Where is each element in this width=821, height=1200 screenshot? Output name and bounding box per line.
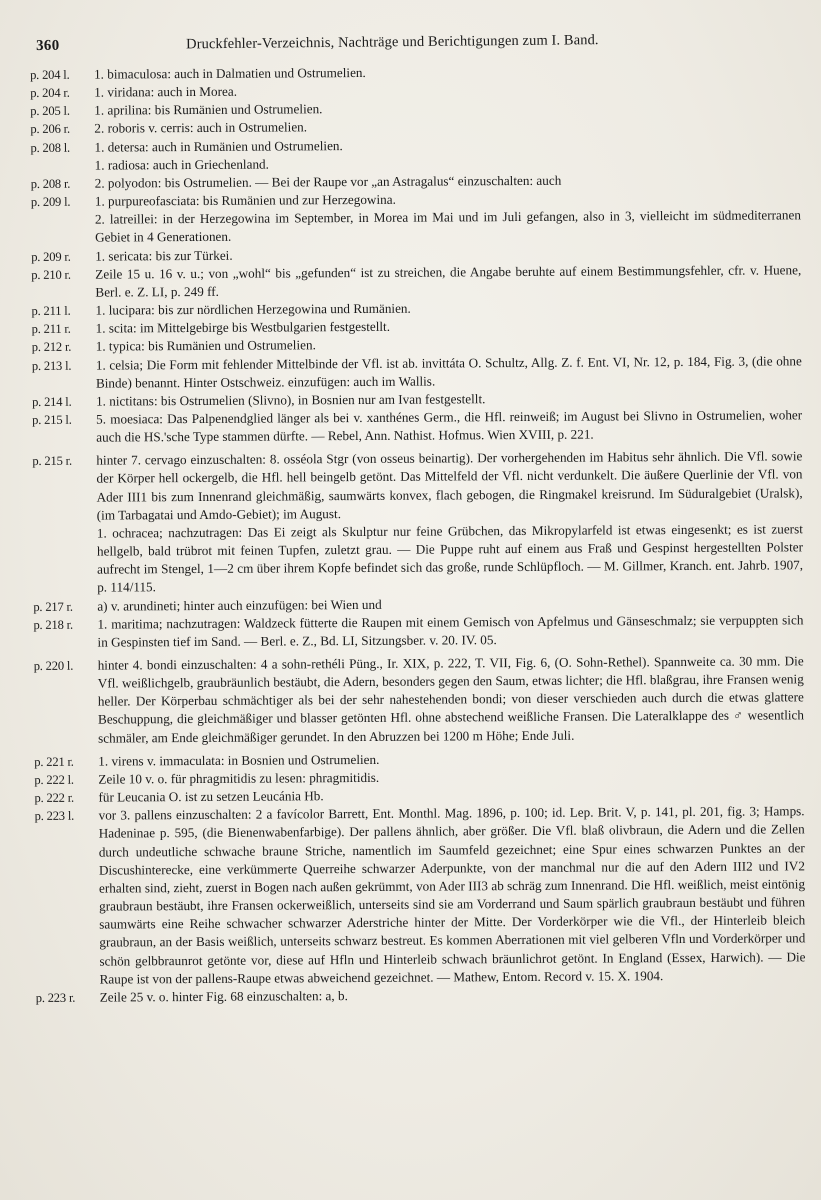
errata-entry [32, 406, 802, 447]
errata-entry [35, 803, 806, 989]
page-reference: p. 215 r. [32, 454, 72, 469]
entry-text: 1. purpureofasciata: bis Rumänien und zur Herzegowina. [94, 191, 396, 209]
page-reference: p. 208 l. [30, 140, 71, 155]
errata-entry [32, 352, 802, 393]
page-reference: p. 211 r. [31, 321, 71, 337]
entry-text: 1. bimaculosa: auch in Dalmatien und Ostrumelien. [94, 64, 366, 82]
page-number: 360 [36, 37, 60, 54]
page-reference: p. 217 r. [33, 599, 73, 614]
page-reference: p. 206 r. [30, 122, 70, 137]
entry-text: 2. roboris v. cerris: auch in Ostrumelien. [94, 119, 308, 137]
entry-text: 1. maritima; nachzutragen: Waldzeck fütterte die Raupen mit einem Gemisch von Apfelmus und Gänseschmalz; sie verpuppten sich in Gespinsten tief im Sand. — Berl. e. Z., Bd. LI, Sitzungsber. v. 20. IV. 05. [97, 611, 804, 650]
entry-text: hinter 4. bondi einzuschalten: 4 a sohn-rethéli Püng., Ir. XIX, p. 222, T. VII, Fig. 6, (O. Sohn-Rethel). Spannweite ca. 30 mm. Die Vfl. weißlichgelb, graubräunlich bestäubt, die Adern, besonders gegen den Saum, etwas lichter; die Hfl. blaßgrau, ihre Fransen wenig heller. Der Körperbau schmächtiger als bei der sehr nahestehenden bondi; von dieser verschieden auch durch die etwas glattere Beschuppung, die gleichmäßiger und blasser getönten Hfl. ohne abstechend weißliche Fransen. Die Lateralklappe des ♂ wesentlich schmäler, am Ende gleichmäßiger gerundet. In den Abruzzen bei 1200 m Höhe; Ende Juli. [97, 653, 805, 746]
entry-text: 1. typica: bis Rumänien und Ostrumelien. [95, 337, 316, 354]
page-reference: p. 220 l. [33, 658, 74, 673]
page-reference: p. 209 l. [30, 194, 71, 210]
entry-text: Zeile 15 u. 16 v. u.; von „wohl“ bis „gefunden“ ist zu streichen, die Angabe beruhte auf einem Bestimmungsfehler, cfr. v. Huene, Berl. e. Z. LI, p. 249 ff. [95, 262, 802, 300]
page-reference: p. 204 r. [30, 85, 70, 101]
entry-text: 2. polyodon: bis Ostrumelien. — Bei der Raupe vor „an Astragalus“ einzuschalten: auch [94, 172, 562, 191]
errata-entry [30, 134, 800, 175]
errata-entry [31, 261, 801, 302]
page-reference: p. 208 r. [30, 176, 71, 191]
page-reference: p. 221 r. [34, 754, 74, 769]
entry-subtext: 2. latreillei: in der Herzegowina im September, in Morea im Mai und im Juli gefangen, also in 3, vielleicht im südmediterranen Gebiet in 4 Generationen. [94, 207, 801, 246]
entry-text: 1. scita: im Mittelgebirge bis Westbulgarien festgestellt. [95, 318, 391, 336]
page-reference: p. 214 l. [32, 394, 72, 409]
page-reference: p. 210 r. [31, 267, 71, 282]
page-header [36, 30, 776, 62]
entry-subtext: 1. radiosa: auch in Griechenland. [94, 156, 269, 173]
page-reference: p. 223 l. [34, 808, 75, 824]
page-reference: p. 218 r. [33, 617, 73, 632]
entry-text: hinter 7. cervago einzuschalten: 8. osséola Stgr (von osseus beinartig). Der vorhergehenden im Habitus sehr ähnlich. Die Vfl. sowie der Körper hell ockergelb, die Hfl. hell beingelb getönt. Das Mittelfeld der Vfl. nicht verdunkelt. Die äußere Querlinie der Vfl. von Ader III1 bis zum Innenrand gleichmäßig, saumwärts konvex, flach gebogen, die Ringmakel kreisrund. Im Süduralgebiet (Uralsk), (im Tarbagatai und Amdo-Gebiet); im August. [96, 448, 803, 523]
entry-text: Zeile 10 v. o. für phragmitidis zu lesen: phragmitidis. [98, 769, 380, 787]
page-reference: p. 211 l. [31, 303, 71, 319]
entry-text: Zeile 25 v. o. hinter Fig. 68 einzuschalten: a, b. [99, 987, 348, 1005]
page-reference: p. 204 l. [30, 67, 70, 82]
page-reference: p. 205 l. [30, 104, 70, 119]
errata-entry [31, 188, 801, 247]
entry-text: 1. virens v. immaculata: in Bosnien und Ostrumelien. [98, 751, 380, 769]
entry-text: 1. nictitans: bis Ostrumelien (Slivno), in Bosnien nur am Ivan festgestellt. [96, 391, 486, 409]
errata-entry [33, 611, 803, 652]
running-title: Druckfehler-Verzeichnis, Nachträge und Berichtigungen zum I. Band. [185, 32, 599, 53]
page-reference: p. 223 r. [35, 990, 76, 1005]
entry-text: 1. sericata: bis zur Türkei. [95, 247, 233, 264]
entry-text: für Leucania O. ist zu setzen Leucánia Hb. [98, 788, 324, 805]
entry-text: 1. detersa: auch in Rumänien und Ostrumelien. [94, 137, 343, 155]
entry-text: a) v. arundineti; hinter auch einzufügen: bei Wien und [97, 596, 382, 614]
page-reference: p. 215 l. [32, 412, 72, 427]
errata-list [30, 61, 806, 1007]
page-reference: p. 222 r. [34, 790, 74, 806]
entry-text: vor 3. pallens einzuschalten: 2 a favícolor Barrett, Ent. Monthl. Mag. 1896, p. 100; id. Lep. Brit. V, p. 141, pl. 201, fig. 3; Hamps. Hadeninae p. 595, (die Bienenwabenfarbige). Der pallens ähnlich, aber größer. Die Vfl. blaß olivbraun, die Adern und die Zellen durch undeutliche schwache braune Striche, namentlich im Saumfeld gezeichnet; eine Spur eines schwarzen Punktes an der Discushinterecke, eine verkümmerte Querreihe schwarzer Aderpunkte, von der manchmal nur die auf den Adern III2 und IV2 erhalten sind, zieht, zuerst in Bogen nach außen gekrümmt, von Ader III3 ab schräg zum Innenrand. Die Hfl. weißlich, meist eintönig graubraun bestäubt, ihre Fransen ockerweißlich, unterseits sind sie am Vorderrand und Saum spärlich graubraun bestäubt und führen saumwärts eine Reihe schwacher schwarzer Aderstriche hinter der Mitte. Der Vorderkörper wie die Vfl., der Hinterleib bleich graubraun, an der Basis weißlich, unterseits schwarz bestreut. Es kommen Aberrationen mit viel gelberen Vfln und Vorderkörper und schön gelbbraunrot getönte vor, diese auf Hfln und Hinterleib schwach bräunlichrot getönt. In England (Essex, Harwich). — Die Raupe ist von der pallens-Raupe etwas abweichend gezeichnet. — Mathew, Entom. Record v. 15. X. 1904. [98, 803, 806, 987]
errata-entry [36, 984, 806, 1007]
page-reference: p. 213 l. [31, 358, 72, 373]
entry-text: 1. celsia; Die Form mit fehlender Mittelbinde der Vfl. ist ab. invittáta O. Schultz, Allg. Z. f. Ent. VI, Nr. 12, p. 184, Fig. 3, (die ohne Binde) benannt. Hinter Ostschweiz. einzufügen: auch im Wallis. [95, 352, 802, 391]
page-reference: p. 209 r. [31, 249, 71, 264]
entry-subtext: 1. ochracea; nachzutragen: Das Ei zeigt als Skulptur nur feine Grübchen, das Mikropylarfeld ist etwas eingesenkt; es ist zuerst hellgelb, bald trübrot mit feinen Tupfen, zuletzt grau. — Die Puppe ruht auf einem aus Fraß und Gespinst hergestellten Polster aufrecht im Stengel, 1—2 cm über ihrem Kopfe befindet sich das große, runde Schlüpfloch. — M. Gillmer, Kranch. ent. Jahrb. 1907, p. 114/115. [96, 521, 804, 595]
errata-entry [34, 652, 805, 747]
entry-text: 5. moesiaca: Das Palpenendglied länger als bei v. xanthénes Germ., die Hfl. reinweiß; im August bei Slivno in Ostrumelien, woher auch die HS.'sche Type stammen dürfte. — Rebel, Ann. Nathist. Hofmus. Wien XVIII, p. 221. [96, 407, 803, 445]
errata-entry [32, 448, 803, 598]
page-reference: p. 222 l. [34, 772, 74, 787]
entry-text: 1. lucipara: bis zur nördlichen Herzegowina und Rumänien. [95, 300, 411, 318]
entry-text: 1. aprilina: bis Rumänien und Ostrumelien. [94, 101, 323, 118]
entry-text: 1. viridana: auch in Morea. [94, 83, 238, 100]
page-reference: p. 212 r. [31, 340, 72, 355]
